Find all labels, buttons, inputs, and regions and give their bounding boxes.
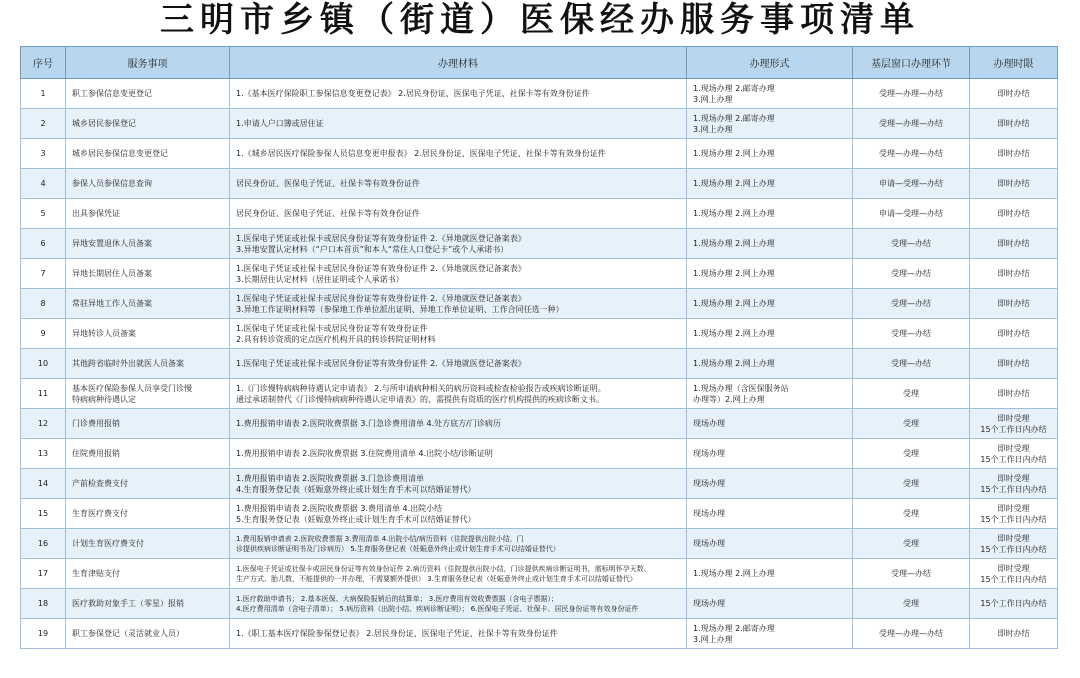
cell-materials-line: 通过承诺制替代《门诊慢特病病种待遇认定申请表》的，需提供有资质的医疗机构提供的疾病诊断文书。 <box>236 394 604 404</box>
cell-materials <box>230 289 687 319</box>
cell-window-step: 受理—办理—办结 <box>853 139 970 169</box>
cell-time-limit-line: 即时办结 <box>997 389 1030 398</box>
cell-no: 6 <box>21 229 66 259</box>
cell-no: 3 <box>21 139 66 169</box>
cell-window-step: 受理—办结 <box>853 229 970 259</box>
cell-form-line: 1.现场办理 2.网上办理 <box>693 239 775 248</box>
cell-service-item: 其他跨省临时外出就医人员备案 <box>66 349 230 379</box>
cell-form <box>687 379 853 409</box>
cell-materials <box>230 229 687 259</box>
cell-window-step: 受理 <box>853 469 970 499</box>
cell-form-line: 现场办理 <box>693 509 725 518</box>
table-row <box>21 289 1058 319</box>
cell-service-item: 计划生育医疗费支付 <box>66 529 230 559</box>
cell-time-limit <box>970 229 1058 259</box>
cell-materials-line: 1.费用报销申请表 2.医院收费票据 3.门急诊费用清单 <box>236 473 424 483</box>
cell-materials <box>230 109 687 139</box>
cell-materials-line: 1.医保电子凭证或社保卡或居民身份证等有效身份证件 2.《异地就医登记备案表》 <box>236 233 526 243</box>
cell-materials <box>230 79 687 109</box>
cell-window-step: 受理—办理—办结 <box>853 109 970 139</box>
cell-materials-line: 3.长期居住认定材料（居住证明或个人承诺书） <box>236 274 404 284</box>
cell-materials-line: 1.医保电子凭证或社保卡或居民身份证等有效身份证件 <box>236 323 428 333</box>
cell-materials <box>230 379 687 409</box>
cell-time-limit-line: 15个工作日内办结 <box>980 424 1047 434</box>
table-row <box>21 259 1058 289</box>
cell-time-limit-line: 即时受理 <box>997 563 1030 573</box>
table-row <box>21 199 1058 229</box>
cell-window-step: 受理 <box>853 499 970 529</box>
cell-form-line: 1.现场办理 2.网上办理 <box>693 209 775 218</box>
cell-form <box>687 619 853 649</box>
cell-form-line: 1.现场办理 2.网上办理 <box>693 179 775 188</box>
cell-time-limit <box>970 349 1058 379</box>
cell-window-step: 受理 <box>853 379 970 409</box>
cell-window-step: 受理—办结 <box>853 349 970 379</box>
cell-form-line: 现场办理 <box>693 479 725 488</box>
cell-window-step: 受理 <box>853 409 970 439</box>
cell-materials-line: 1.医疗救助申请书； 2.基本医保、大病保险报销后的结算单； 3.医疗费用有效收费票据（含电子票据）； <box>236 594 558 603</box>
cell-time-limit <box>970 499 1058 529</box>
table-row <box>21 409 1058 439</box>
cell-materials <box>230 199 687 229</box>
cell-no: 5 <box>21 199 66 229</box>
cell-no: 4 <box>21 169 66 199</box>
cell-time-limit-line: 15个工作日内办结 <box>980 544 1047 554</box>
table-row <box>21 79 1058 109</box>
cell-time-limit <box>970 289 1058 319</box>
cell-time-limit-line: 即时办结 <box>997 209 1030 218</box>
cell-service-item: 异地转诊人员备案 <box>66 319 230 349</box>
cell-form-line: 3.网上办理 <box>693 124 733 134</box>
cell-materials-line: 1.《城乡居民医疗保险参保人员信息变更申报表》 2.居民身份证、医保电子凭证、社保卡等有效身份证件 <box>236 149 606 158</box>
cell-form-line: 1.现场办理（含医保服务站 <box>693 383 789 393</box>
table-row <box>21 499 1058 529</box>
cell-form-line: 3.网上办理 <box>693 634 733 644</box>
cell-form <box>687 469 853 499</box>
cell-materials-line: 3.异地安置认定材料（“户口本首页”和本人“常住人口登记卡”或个人承诺书） <box>236 244 509 254</box>
table-row <box>21 529 1058 559</box>
cell-materials-line: 5.生育服务登记表（妊娠意外终止或计划生育手术可以结婚证替代） <box>236 514 476 524</box>
cell-service-item: 常驻异地工作人员备案 <box>66 289 230 319</box>
cell-time-limit-line: 即时办结 <box>997 329 1030 338</box>
table-header-row <box>21 47 1058 79</box>
cell-form-line: 1.现场办理 2.网上办理 <box>693 299 775 308</box>
cell-service-item: 城乡居民参保信息变更登记 <box>66 139 230 169</box>
cell-materials <box>230 529 687 559</box>
cell-materials <box>230 259 687 289</box>
cell-service-item: 生育津贴支付 <box>66 559 230 589</box>
cell-window-step: 受理 <box>853 589 970 619</box>
cell-service-item: 职工参保登记（灵活就业人员） <box>66 619 230 649</box>
table-row <box>21 229 1058 259</box>
cell-materials-line: 1.费用报销申请表 2.医院收费票据 3.费用清单 4.出院小结/病历资料（住院提供出院小结，门 <box>236 534 524 543</box>
table-body <box>21 79 1058 649</box>
cell-service-item: 异地安置退休人员备案 <box>66 229 230 259</box>
cell-service-item: 城乡居民参保登记 <box>66 109 230 139</box>
cell-no: 12 <box>21 409 66 439</box>
cell-no: 7 <box>21 259 66 289</box>
cell-form <box>687 589 853 619</box>
cell-time-limit <box>970 439 1058 469</box>
cell-form <box>687 79 853 109</box>
cell-no: 13 <box>21 439 66 469</box>
cell-window-step: 受理—办结 <box>853 289 970 319</box>
cell-time-limit-line: 即时办结 <box>997 269 1030 278</box>
cell-form-line: 1.现场办理 2.网上办理 <box>693 269 775 278</box>
cell-time-limit-line: 15个工作日内办结 <box>980 514 1047 524</box>
cell-time-limit-line: 即时办结 <box>997 179 1030 188</box>
cell-materials <box>230 499 687 529</box>
table-row <box>21 469 1058 499</box>
cell-time-limit <box>970 319 1058 349</box>
cell-form <box>687 529 853 559</box>
header-window-step: 基层窗口办理环节 <box>853 47 970 79</box>
cell-time-limit <box>970 589 1058 619</box>
cell-service-item: 异地长期居住人员备案 <box>66 259 230 289</box>
cell-service-item: 住院费用报销 <box>66 439 230 469</box>
cell-materials <box>230 439 687 469</box>
cell-materials-line: 居民身份证、医保电子凭证、社保卡等有效身份证件 <box>236 209 420 218</box>
cell-form-line: 现场办理 <box>693 449 725 458</box>
cell-form-line: 3.网上办理 <box>693 94 733 104</box>
cell-form <box>687 259 853 289</box>
cell-time-limit <box>970 109 1058 139</box>
cell-time-limit <box>970 199 1058 229</box>
cell-window-step: 受理—办理—办结 <box>853 619 970 649</box>
cell-materials-line: 1.医保电子凭证或社保卡或居民身份证等有效身份证件 2.《异地就医登记备案表》 <box>236 293 526 303</box>
header-form: 办理形式 <box>687 47 853 79</box>
cell-form <box>687 409 853 439</box>
table-row <box>21 319 1058 349</box>
cell-materials-line: 1.医保电子凭证或社保卡或居民身份证等有效身份证件 2.病历资料（住院提供出院小结，门诊提供疾病诊断证明书，需标明怀孕天数、 <box>236 564 651 573</box>
cell-materials-line: 4.医疗费用清单（含电子清单）； 5.病历资料（出院小结、疾病诊断证明）； 6.医保电子凭证、社保卡、居民身份证等有效身份证件 <box>236 604 639 613</box>
cell-time-limit-line: 即时办结 <box>997 89 1030 98</box>
cell-no: 8 <box>21 289 66 319</box>
cell-materials-line: 1.《基本医疗保险职工参保信息变更登记表》 2.居民身份证、医保电子凭证、社保卡等有效身份证件 <box>236 89 590 98</box>
cell-service-item: 生育医疗费支付 <box>66 499 230 529</box>
cell-materials-line: 3.异地工作证明材料等（参保地工作单位派出证明、异地工作单位证明、工作合同任选一种） <box>236 304 564 314</box>
cell-service-item-line: 基本医疗保险参保人员享受门诊慢 <box>72 383 192 393</box>
cell-materials <box>230 319 687 349</box>
cell-time-limit <box>970 469 1058 499</box>
cell-form <box>687 439 853 469</box>
cell-service-item <box>66 379 230 409</box>
cell-materials-line: 1.费用报销申请表 2.医院收费票据 3.门急诊费用清单 4.处方底方/门诊病历 <box>236 419 501 428</box>
table-row <box>21 619 1058 649</box>
cell-materials-line: 生产方式、胎儿数，不能提供的一并办理，不需要额外提供） 3.生育服务登记表（妊娠意外终止或计划生育手术可以结婚证替代） <box>236 574 637 583</box>
table-row <box>21 589 1058 619</box>
table-row <box>21 349 1058 379</box>
cell-form-line: 1.现场办理 2.网上办理 <box>693 149 775 158</box>
cell-window-step: 受理—办理—办结 <box>853 79 970 109</box>
cell-service-item: 出具参保凭证 <box>66 199 230 229</box>
page-title: 三明市乡镇（街道）医保经办服务事项清单 <box>160 0 920 40</box>
cell-form-line: 1.现场办理 2.邮寄办理 <box>693 623 775 633</box>
cell-materials <box>230 589 687 619</box>
cell-time-limit-line: 15个工作日内办结 <box>980 574 1047 584</box>
cell-window-step: 受理—办结 <box>853 259 970 289</box>
cell-window-step: 申请—受理—办结 <box>853 199 970 229</box>
cell-form <box>687 199 853 229</box>
cell-time-limit-line: 15个工作日内办结 <box>980 454 1047 464</box>
cell-time-limit-line: 即时受理 <box>997 503 1030 513</box>
cell-form-line: 办理等）2.网上办理 <box>693 394 765 404</box>
cell-time-limit-line: 即时受理 <box>997 443 1030 453</box>
cell-materials-line: 诊提供疾病诊断证明书及门诊病历） 5.生育服务登记表（妊娠意外终止或计划生育手术可以结婚证替代） <box>236 544 560 553</box>
cell-no: 9 <box>21 319 66 349</box>
cell-window-step: 受理—办结 <box>853 319 970 349</box>
cell-materials-line: 1.《门诊慢特病病种待遇认定申请表》 2.与所申请病种相关的病历资料或检查检验报告或疾病诊断证明。 <box>236 383 606 393</box>
cell-time-limit <box>970 409 1058 439</box>
cell-materials-line: 1.费用报销申请表 2.医院收费票据 3.费用清单 4.出院小结 <box>236 503 443 513</box>
cell-form-line: 1.现场办理 2.网上办理 <box>693 569 775 578</box>
cell-form-line: 1.现场办理 2.邮寄办理 <box>693 83 775 93</box>
cell-form <box>687 499 853 529</box>
cell-form <box>687 349 853 379</box>
cell-time-limit <box>970 559 1058 589</box>
cell-no: 17 <box>21 559 66 589</box>
table-row <box>21 559 1058 589</box>
cell-time-limit-line: 即时办结 <box>997 119 1030 128</box>
cell-materials <box>230 469 687 499</box>
table-row <box>21 379 1058 409</box>
cell-form-line: 1.现场办理 2.网上办理 <box>693 329 775 338</box>
header-time-limit: 办理时限 <box>970 47 1058 79</box>
cell-no: 2 <box>21 109 66 139</box>
cell-form-line: 现场办理 <box>693 539 725 548</box>
cell-window-step: 受理—办结 <box>853 559 970 589</box>
cell-no: 15 <box>21 499 66 529</box>
cell-time-limit <box>970 79 1058 109</box>
header-service-item: 服务事项 <box>66 47 230 79</box>
cell-time-limit-line: 即时受理 <box>997 533 1030 543</box>
cell-time-limit <box>970 529 1058 559</box>
cell-materials-line: 1.《职工基本医疗保险参保登记表》 2.居民身份证、医保电子凭证、社保卡等有效身份证件 <box>236 629 558 638</box>
cell-form-line: 1.现场办理 2.邮寄办理 <box>693 113 775 123</box>
cell-time-limit-line: 即时办结 <box>997 629 1030 638</box>
cell-service-item: 医疗救助对象手工（零星）报销 <box>66 589 230 619</box>
cell-time-limit <box>970 379 1058 409</box>
cell-form-line: 1.现场办理 2.网上办理 <box>693 359 775 368</box>
cell-time-limit <box>970 139 1058 169</box>
cell-service-item: 门诊费用报销 <box>66 409 230 439</box>
cell-no: 1 <box>21 79 66 109</box>
cell-materials-line: 1.医保电子凭证或社保卡或居民身份证等有效身份证件 2.《异地就医登记备案表》 <box>236 263 526 273</box>
cell-service-item-line: 特病病种待遇认定 <box>72 394 136 404</box>
cell-materials <box>230 559 687 589</box>
table-row <box>21 109 1058 139</box>
cell-materials <box>230 349 687 379</box>
cell-form <box>687 139 853 169</box>
cell-form <box>687 319 853 349</box>
table-row <box>21 439 1058 469</box>
cell-form-line: 现场办理 <box>693 419 725 428</box>
cell-form <box>687 109 853 139</box>
cell-service-item: 参保人员参保信息查询 <box>66 169 230 199</box>
cell-time-limit <box>970 259 1058 289</box>
cell-time-limit-line: 15个工作日内办结 <box>980 484 1047 494</box>
cell-no: 10 <box>21 349 66 379</box>
cell-materials-line: 居民身份证、医保电子凭证、社保卡等有效身份证件 <box>236 179 420 188</box>
cell-materials <box>230 409 687 439</box>
cell-service-item: 产前检查费支付 <box>66 469 230 499</box>
cell-time-limit-line: 即时受理 <box>997 413 1030 423</box>
cell-no: 16 <box>21 529 66 559</box>
cell-form-line: 现场办理 <box>693 599 725 608</box>
cell-form <box>687 289 853 319</box>
cell-window-step: 申请—受理—办结 <box>853 169 970 199</box>
cell-time-limit-line: 即时办结 <box>997 359 1030 368</box>
table-row <box>21 139 1058 169</box>
cell-no: 14 <box>21 469 66 499</box>
cell-no: 18 <box>21 589 66 619</box>
services-table <box>20 46 1058 649</box>
cell-time-limit-line: 即时办结 <box>997 239 1030 248</box>
header-materials: 办理材料 <box>230 47 687 79</box>
cell-no: 11 <box>21 379 66 409</box>
cell-time-limit-line: 15个工作日内办结 <box>980 599 1047 608</box>
cell-materials-line: 1.医保电子凭证或社保卡或居民身份证等有效身份证件 2.《异地就医登记备案表》 <box>236 359 526 368</box>
cell-form <box>687 559 853 589</box>
table-row <box>21 169 1058 199</box>
cell-service-item: 职工参保信息变更登记 <box>66 79 230 109</box>
cell-time-limit-line: 即时办结 <box>997 149 1030 158</box>
cell-materials <box>230 169 687 199</box>
cell-materials-line: 1.申请人户口簿或居住证 <box>236 119 324 128</box>
cell-form <box>687 169 853 199</box>
cell-materials-line: 1.费用报销申请表 2.医院收费票据 3.住院费用清单 4.出院小结/诊断证明 <box>236 449 493 458</box>
cell-form <box>687 229 853 259</box>
cell-materials-line: 4.生育服务登记表（妊娠意外终止或计划生育手术可以结婚证替代） <box>236 484 476 494</box>
cell-materials <box>230 139 687 169</box>
cell-time-limit-line: 即时受理 <box>997 473 1030 483</box>
cell-time-limit <box>970 169 1058 199</box>
cell-materials-line: 2.具有转诊资质的定点医疗机构开具的转诊转院证明材料 <box>236 334 436 344</box>
header-no: 序号 <box>21 47 66 79</box>
cell-time-limit <box>970 619 1058 649</box>
cell-window-step: 受理 <box>853 439 970 469</box>
cell-time-limit-line: 即时办结 <box>997 299 1030 308</box>
cell-window-step: 受理 <box>853 529 970 559</box>
cell-materials <box>230 619 687 649</box>
cell-no: 19 <box>21 619 66 649</box>
